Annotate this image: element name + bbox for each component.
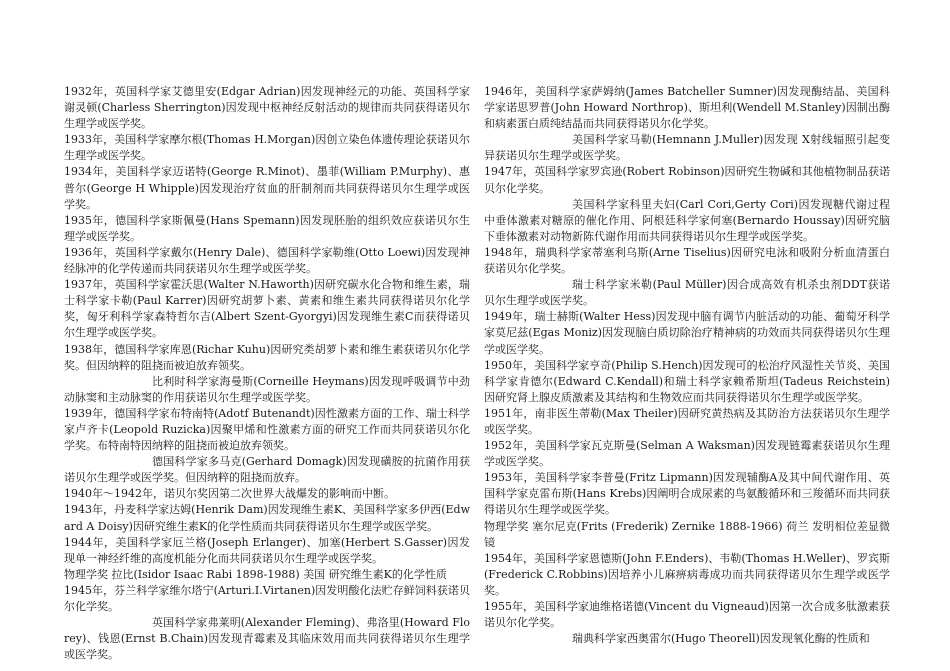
award-entry: 1933年，美国科学家摩尔根(Thomas H.Morgan)因创立染色体遗传理论获诺贝尔生理学或医学奖。 <box>64 133 470 163</box>
award-entry: 1955年，美国科学家迪维格诺德(Vincent du Vigneaud)因第一次合成多肽激素获诺贝尔化学奖。 <box>484 600 890 630</box>
award-entry: 瑞典科学家西奥雷尔(Hugo Theorell)因发现氧化酶的性质和 <box>572 632 870 646</box>
award-entry: 1950年，美国科学家亨奇(Philip S.Hench)因发现可的松治疗风湿性关节炎、美国科学家肯德尔(Edward C.Kendall)和瑞士科学家赖希斯坦(Tadeus Reichstein)因研究肾上腺皮质激素及其结构和生物效应而共同获得诺贝尔生理学或医学奖。 <box>484 358 890 404</box>
award-entry: 1932年，英国科学家艾德里安(Edgar Adrian)因发现神经元的功能、英国科学家谢灵顿(Charless Sherrington)因发现中枢神经反射活动的规律而共同获得诺贝尔生理学或医学奖。 <box>64 85 470 131</box>
award-entry: 1935年，德国科学家斯佩曼(Hans Spemann)因发现胚胎的组织效应获诺贝尔生理学或医学奖。 <box>64 213 470 243</box>
award-entry: 1944年，美国科学家厄兰格(Joseph Erlanger)、加塞(Herbert S.Gasser)因发现单一神经纤维的高度机能分化而共同获诺贝尔生理学或医学奖。 <box>64 535 470 565</box>
award-entry: 德国科学家多马克(Gerhard Domagk)因发现磺胺的抗菌作用获诺贝尔生理学或医学奖。但因纳粹的阻挠而放弃。 <box>64 455 470 485</box>
award-entry: 1949年，瑞士赫斯(Walter Hess)因发现中脑有调节内脏活动的功能、葡萄牙科学家莫尼兹(Egas Moniz)因发现脑白质切除治疗精神病的功效而共同获得诺贝尔生理学或医学奖。 <box>484 310 890 356</box>
award-entry: 1954年，美国科学家恩德斯(John F.Enders)、韦勒(Thomas H.Weller)、罗宾斯(Frederick C.Robbins)因培养小儿麻痹病毒成功而共同获得诺贝尔生理学或医学奖。 <box>484 551 890 597</box>
award-entry: 1948年，瑞典科学家蒂塞利乌斯(Arne Tiselius)因研究电泳和吸附分析血清蛋白获诺贝尔化学奖。 <box>484 245 890 276</box>
award-entry: 1937年，英国科学家霍沃思(Walter N.Haworth)因研究碳水化合物和维生素，瑞士科学家卡勒(Paul Karrer)因研究胡萝卜素、黄素和维生素共同获得诺贝尔化学奖，匈牙利科学家森特哲尔吉(Albert Szent-Gyorgyi)因发现维生素C而获得诺贝尔生理学或医学奖。 <box>64 278 470 340</box>
award-entry: 物理学奖 拉比(Isidor Isaac Rabi 1898-1988) 美国 研究维生素K的化学性质 <box>64 567 447 581</box>
award-entry: 1945年，芬兰科学家维尔塔宁(Arturi.I.Virtanen)因发明酸化法贮存鲜饲料获诺贝尔化学奖。 <box>64 583 470 613</box>
award-entry: 1946年，美国科学家萨姆纳(James Batcheller Sumner)因发现酶结晶、美国科学家诺思罗普(John Howard Northrop)、斯坦利(Wendell M.Stanley)因制出酶和病素蛋白质纯结晶而共同获得诺贝尔化学奖。 <box>484 85 890 131</box>
award-entry: 1943年，丹麦科学家达姆(Henrik Dam)因发现维生素K、美国科学家多伊西(Edward A Doisy)因研究维生素K的化学性质而共同获得诺贝尔生理学或医学奖。 <box>64 503 470 533</box>
award-entry: 比利时科学家海曼斯(Corneille Heymans)因发现呼吸调节中劲动脉窦和主动脉窦的作用获诺贝尔生理学或医学奖。 <box>64 374 470 404</box>
award-entry: 美国科学家马勒(Hemnann J.Muller)因发现 X射线辐照引起变异获诺贝尔生理学或医学奖。 <box>484 133 890 163</box>
award-entry: 1936年，英国科学家戴尔(Henry Dale)、德国科学家勒维(Otto Loewi)因发现神经脉冲的化学传递而共同获诺贝尔生理学或医学奖。 <box>64 245 470 276</box>
award-entry: 1934年，美国科学家迈诺特(George R.Minot)、墨菲(William P.Murphy)、惠普尔(George H Whipple)因发现治疗贫血的肝制剂而共同获得诺贝尔生理学或医学奖。 <box>64 165 470 211</box>
award-entry: 美国科学家科里夫妇(Carl Cori,Gerty Cori)因发现糖代谢过程中垂体激素对糖原的催化作用、阿根廷科学家何塞(Bernardo Houssay)因研究脑下垂体激素对动物新陈代谢作用而共同获得诺贝尔生理学或医学奖。 <box>484 197 890 243</box>
award-entry: 英国科学家弗莱明(Alexander Fleming)、弗洛里(Howard Florey)、钱恩(Ernst B.Chain)因发现青霉素及其临床效用而共同获得诺贝尔生理学或医学奖。 <box>64 616 470 662</box>
left-column <box>64 84 470 663</box>
award-entry: 1953年，美国科学家李普曼(Fritz Lipmann)因发现辅酶A及其中间代谢作用、英国科学家克雷布斯(Hans Krebs)因阐明合成尿素的鸟氨酸循环和三羧循环而共同获得诺贝尔生理学或医学奖。 <box>484 471 890 517</box>
award-entry: 物理学奖 塞尔尼克(Frits (Frederik) Zernike 1888-1966) 荷兰 发明相位差显微镜 <box>484 519 890 549</box>
award-entry: 1940年～1942年，诺贝尔奖因第二次世界大战爆发的影响而中断。 <box>64 487 395 501</box>
right-column <box>484 84 890 647</box>
award-entry: 1938年，德国科学家库恩(Richar Kuhu)因研究类胡萝卜素和维生素获诺贝尔化学奖。但因纳粹的阻挠而被迫放弃领奖。 <box>64 342 470 372</box>
award-entry: 瑞士科学家米勒(Paul Müller)因合成高效有机杀虫剂DDT获诺贝尔生理学或医学奖。 <box>484 278 890 308</box>
award-entry: 1939年，德国科学家布特南特(Adotf Butenandt)因性激素方面的工作、瑞士科学家卢齐卡(Leopold Ruzicka)因聚甲烯和性激素方面的研究工作而共同获诺贝尔化学奖。布特南特因纳粹的阻挠而被迫放弃领奖。 <box>64 406 470 453</box>
award-entry: 1952年，美国科学家瓦克斯曼(Selman A Waksman)因发现链霉素获诺贝尔生理学或医学奖。 <box>484 439 890 469</box>
award-entry: 1947年，英国科学家罗宾逊(Robert Robinson)因研究生物碱和其他植物制品获诺贝尔化学奖。 <box>484 165 890 195</box>
award-entry: 1951年，南非医生蒂勒(Max Theiler)因研究黄热病及其防治方法获诺贝尔生理学或医学奖。 <box>484 406 890 436</box>
